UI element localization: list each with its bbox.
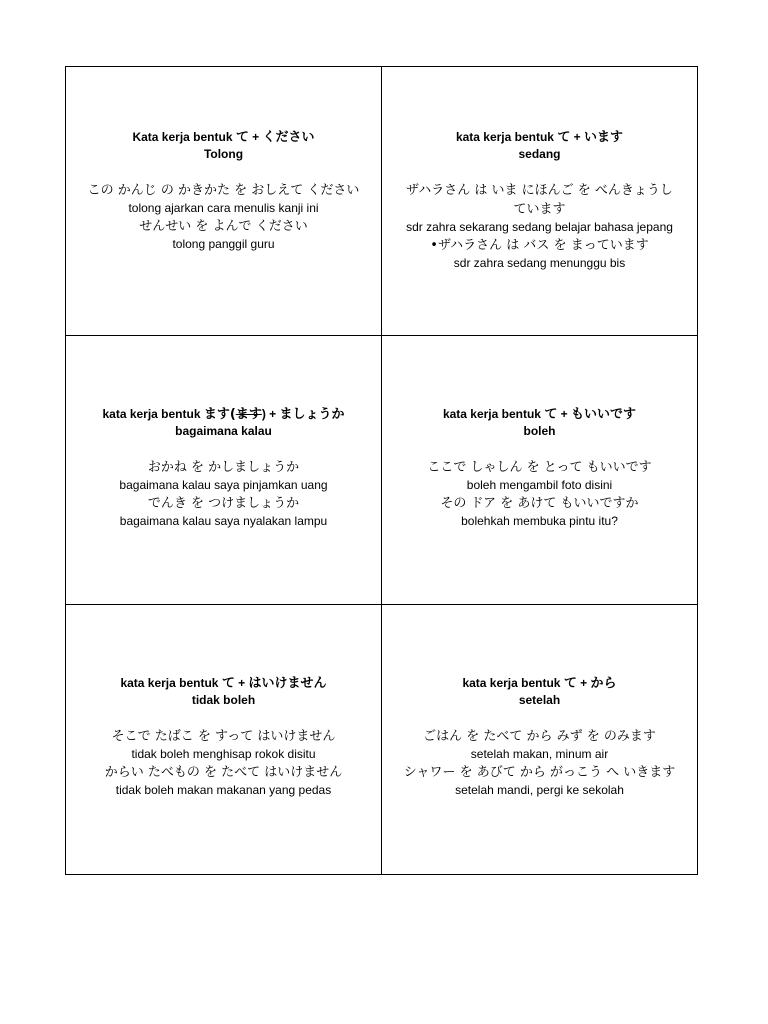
example-1-japanese: おかね を かしましょうか <box>147 460 300 475</box>
example-2-translation: bagaimana kalau saya nyalakan lampu <box>119 514 328 528</box>
example-1-japanese: この かんじ の かきかた を おしえて ください <box>87 183 360 198</box>
example-1-translation: sdr zahra sekarang sedang belajar bahasa jepang <box>406 220 673 234</box>
card-te-kara <box>382 605 697 874</box>
card-te-wa-ikemasen <box>66 605 382 874</box>
example-2-translation: bolehkah membuka pintu itu? <box>461 514 618 528</box>
card-meaning: Tolong <box>203 147 244 161</box>
card-meaning: boleh <box>523 424 556 438</box>
card-te-kudasai <box>66 67 382 336</box>
example-1-translation: bagaimana kalau saya pinjamkan uang <box>119 478 328 492</box>
card-mashouka <box>66 336 382 605</box>
example-2-japanese: シャワー を あびて から がっこう へ いきます <box>403 765 676 780</box>
flashcard-grid <box>65 66 698 875</box>
example-1-translation: boleh mengambil foto disini <box>466 478 613 492</box>
card-meaning: setelah <box>518 693 561 707</box>
example-1-translation: setelah makan, minum air <box>470 747 609 761</box>
card-te-imasu <box>382 67 697 336</box>
card-te-mo-ii-desu <box>382 336 697 605</box>
card-title: kata kerja bentuk て + から <box>462 676 617 691</box>
example-1-translation: tolong ajarkan cara menulis kanji ini <box>128 201 319 215</box>
card-title: kata kerja bentuk て + もいいです <box>442 407 637 422</box>
card-meaning: sedang <box>518 147 561 161</box>
example-1-japanese: ここで しゃしん を とって もいいです <box>427 460 652 475</box>
card-title: kata kerja bentuk て + います <box>455 130 624 145</box>
example-1-japanese: そこで たばこ を すって はいけません <box>111 729 336 744</box>
example-2-japanese: せんせい を よんで ください <box>139 219 308 234</box>
example-2-japanese: •ザハラさん は バス を まっています <box>430 238 649 253</box>
example-1-japanese: ザハラさん は いま にほんご を べんきょうしています <box>406 183 673 217</box>
card-meaning: bagaimana kalau <box>175 424 272 438</box>
example-2-japanese: でんき を つけましょうか <box>147 496 300 511</box>
example-2-japanese: からい たべもの を たべて はいけません <box>104 765 343 780</box>
card-title: kata kerja bentuk ます(ます) + ましょうか <box>102 407 345 422</box>
card-meaning: tidak boleh <box>191 693 256 707</box>
example-2-japanese: その ドア を あけて もいいですか <box>440 496 639 511</box>
example-1-translation: tidak boleh menghisap rokok disitu <box>131 747 316 761</box>
card-title: Kata kerja bentuk て + ください <box>132 130 315 145</box>
example-2-translation: tidak boleh makan makanan yang pedas <box>115 783 332 797</box>
example-1-japanese: ごはん を たべて から みず を のみます <box>423 729 656 744</box>
example-2-translation: setelah mandi, pergi ke sekolah <box>455 783 624 797</box>
example-2-translation: sdr zahra sedang menunggu bis <box>453 256 626 270</box>
example-2-translation: tolong panggil guru <box>172 237 275 251</box>
card-title: kata kerja bentuk て + はいけません <box>120 676 327 691</box>
